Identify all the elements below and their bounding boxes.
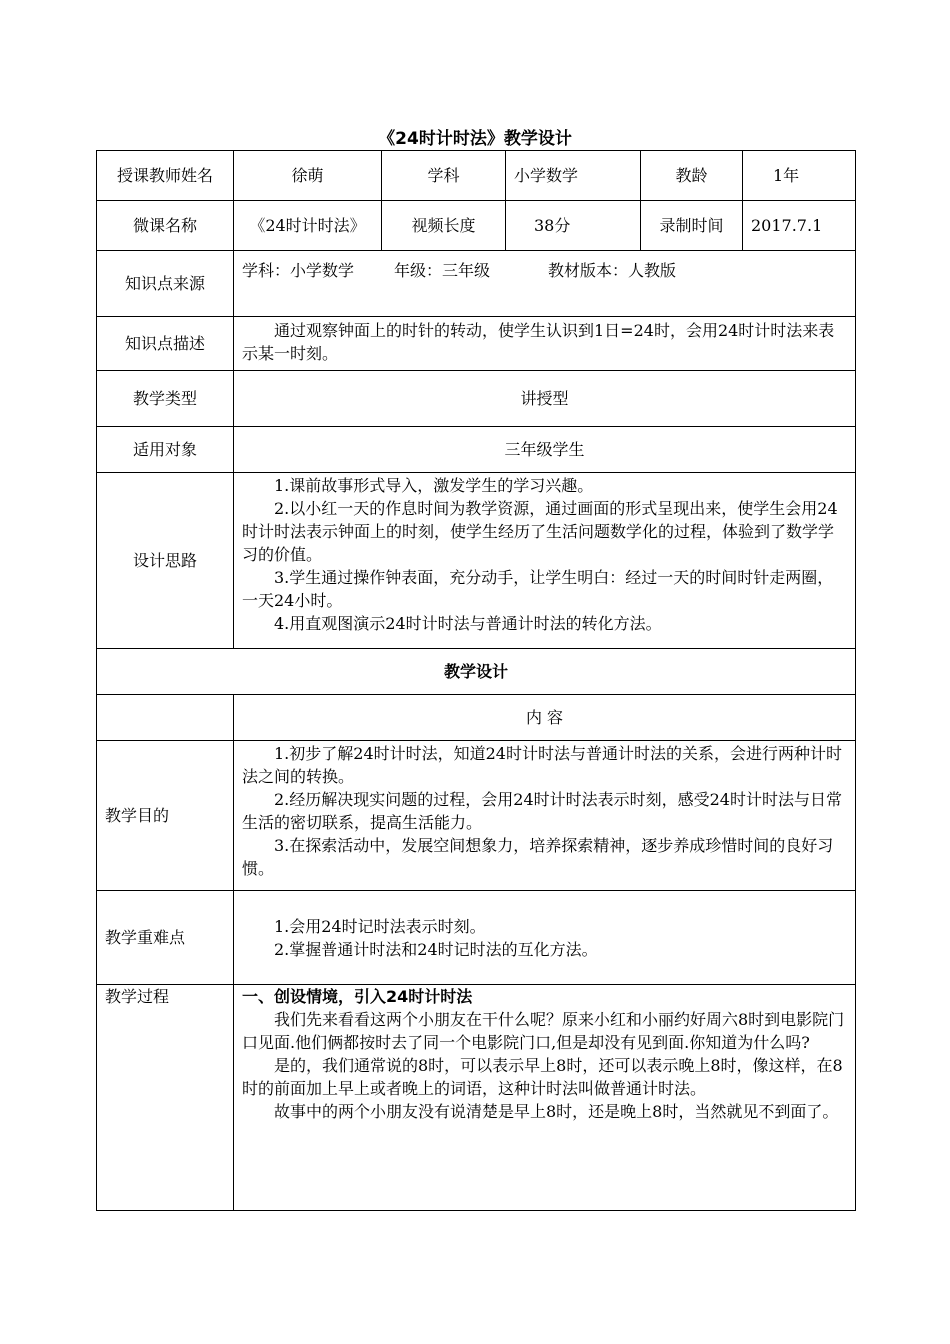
section-header-row xyxy=(97,649,856,695)
course-name: 《24时计时法》 xyxy=(234,201,382,251)
description-content xyxy=(234,317,856,371)
teacher-label: 授课教师姓名 xyxy=(97,151,234,201)
source-grade: 年级：三年级 xyxy=(394,261,491,280)
teacher-name: 徐萌 xyxy=(234,151,382,201)
process-paragraph: 故事中的两个小朋友没有说清楚是早上8时，还是晚上8时，当然就见不到面了。 xyxy=(274,1102,839,1121)
description-label: 知识点描述 xyxy=(97,317,234,371)
goals-label: 教学目的 xyxy=(97,741,234,891)
process-paragraph: 我们先来看看这两个小朋友在干什么呢？原来小红和小丽约好周六8时到电影院门口见面.他们俩都按时去了同一个电影院门口,但是却没有见到面.你知道为什么吗? xyxy=(242,1010,845,1052)
target-value: 三年级学生 xyxy=(234,427,856,473)
process-row xyxy=(97,985,856,1211)
section-header: 教学设计 xyxy=(97,649,856,695)
description-row xyxy=(97,317,856,371)
key-point-item: 2.掌握普通计时法和24时记时法的互化方法。 xyxy=(274,939,598,959)
goal-item: 2.经历解决现实问题的过程，会用24时计时法表示时刻，感受24时计时法与日常生活的密切联系，提高生活能力。 xyxy=(242,790,842,832)
goals-content xyxy=(234,741,856,891)
key-points-label: 教学重难点 xyxy=(97,891,234,985)
teaching-age-label: 教龄 xyxy=(641,151,743,201)
record-date-value: 2017.7.1 xyxy=(743,201,856,251)
goals-row xyxy=(97,741,856,891)
key-point-item: 1.会用24时记时法表示时刻。 xyxy=(274,916,486,936)
design-item: 3.学生通过操作钟表面，充分动手，让学生明白：经过一天的时间时针走两圈，一天24小时。 xyxy=(242,568,834,610)
design-item: 2.以小红一天的作息时间为教学资源，通过画面的形式呈现出来，使学生会用24时计时法表示钟面上的时刻，使学生经历了生活问题数学化的过程，体验到了数学学习的价值。 xyxy=(242,499,838,564)
design-item: 1.课前故事形式导入，激发学生的学习兴趣。 xyxy=(274,476,594,495)
teach-type-row xyxy=(97,371,856,427)
target-label: 适用对象 xyxy=(97,427,234,473)
source-row xyxy=(97,251,856,317)
subject-label: 学科 xyxy=(382,151,506,201)
design-label: 设计思路 xyxy=(97,473,234,649)
process-paragraph: 是的，我们通常说的8时，可以表示早上8时，还可以表示晚上8时，像这样，在8时的前面加上早上或者晚上的词语，这种计时法叫做普通计时法。 xyxy=(242,1056,843,1098)
content-header-blank xyxy=(97,695,234,741)
course-label: 微课名称 xyxy=(97,201,234,251)
goal-item: 1.初步了解24时计时法，知道24时计时法与普通计时法的关系，会进行两种计时法之间的转换。 xyxy=(242,744,842,786)
teacher-row xyxy=(97,151,856,201)
key-points-content xyxy=(234,891,856,985)
course-row xyxy=(97,201,856,251)
source-content xyxy=(234,251,856,317)
target-row xyxy=(97,427,856,473)
process-content xyxy=(234,985,856,1211)
video-length-value: 38分 xyxy=(506,201,641,251)
design-item: 4.用直观图演示24时计时法与普通计时法的转化方法。 xyxy=(274,614,662,633)
teaching-age-value: 1年 xyxy=(743,151,856,201)
key-points-row xyxy=(97,891,856,985)
lesson-plan-table xyxy=(96,150,856,1211)
source-label: 知识点来源 xyxy=(97,251,234,317)
subject-value: 小学数学 xyxy=(506,151,641,201)
content-header-row xyxy=(97,695,856,741)
goal-item: 3.在探索活动中，发展空间想象力，培养探索精神，逐步养成珍惜时间的良好习惯。 xyxy=(242,836,834,878)
process-label: 教学过程 xyxy=(97,985,234,1211)
video-length-label: 视频长度 xyxy=(382,201,506,251)
description-text: 通过观察钟面上的时针的转动，使学生认识到1日=24时，会用24时计时法来表示某一时刻。 xyxy=(242,321,835,363)
design-content xyxy=(234,473,856,649)
content-header: 内 容 xyxy=(234,695,856,741)
teach-type-label: 教学类型 xyxy=(97,371,234,427)
record-date-label: 录制时间 xyxy=(641,201,743,251)
source-edition: 教材版本：人教版 xyxy=(548,261,677,280)
source-subject: 学科：小学数学 xyxy=(242,261,355,280)
document-title: 《24时计时法》教学设计 xyxy=(378,129,572,149)
teach-type-value: 讲授型 xyxy=(234,371,856,427)
design-row xyxy=(97,473,856,649)
process-heading: 一、创设情境，引入24时计时法 xyxy=(242,987,473,1006)
